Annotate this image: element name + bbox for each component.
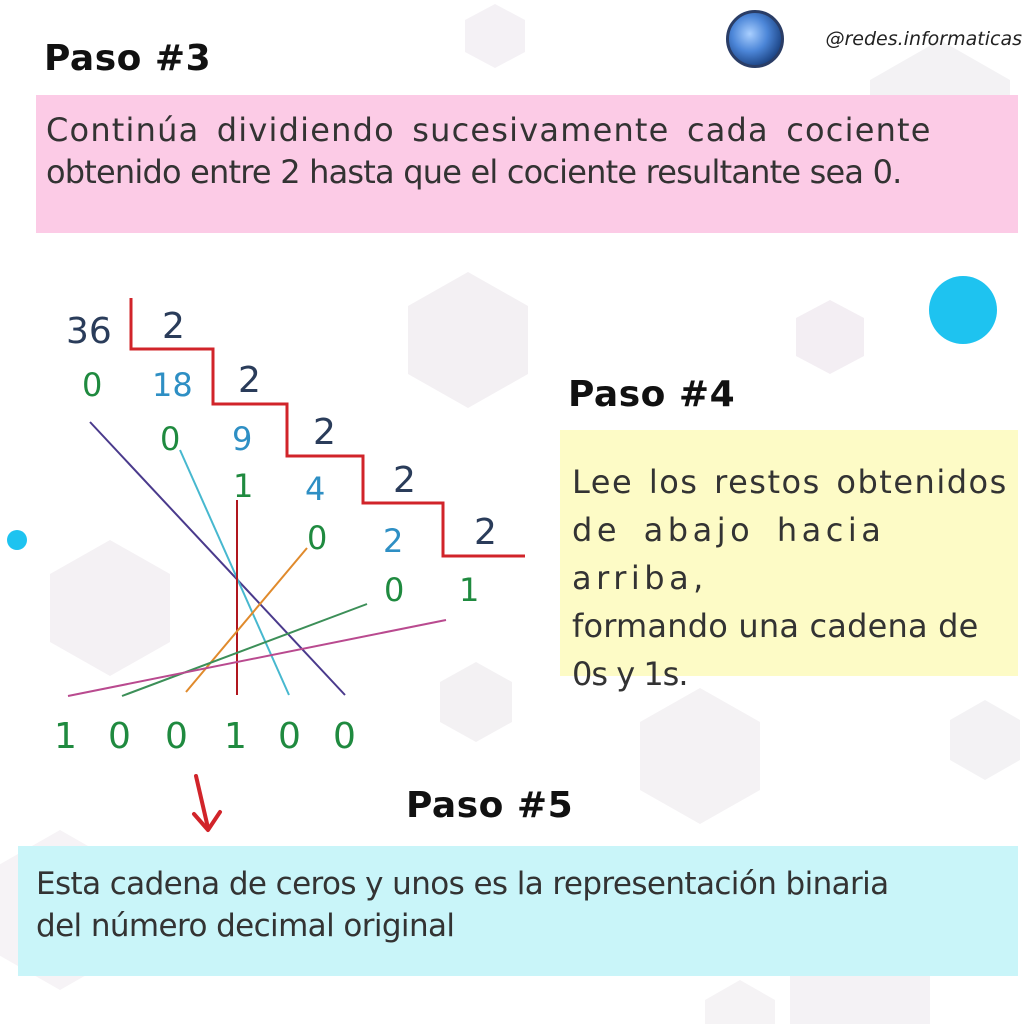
step5-text-line1: Esta cadena de ceros y unos es la representación binaria [36,866,889,902]
final-quotient-label: 1 [459,571,480,609]
binary-division-diagram [0,280,540,760]
dividend-label: 18 [152,366,193,404]
dividend-label: 2 [383,522,404,560]
step4-title: Paso #4 [568,374,736,415]
step3-text-line1: Continúa dividiendo sucesivamente cada cociente [46,111,932,149]
accent-dot-large [929,276,997,344]
connector-line [68,620,446,696]
step4-text-line3: formando una cadena de [572,607,979,645]
remainder-label: 0 [384,571,405,609]
step4-box [560,430,1018,693]
connector-line [186,548,307,692]
binary-digit: 0 [278,716,301,757]
profile-avatar [726,10,784,68]
dividend-label: 9 [232,420,253,458]
binary-digit: 0 [165,716,188,757]
connector-line [122,604,367,696]
divisor-label: 2 [162,306,185,347]
step4-text-line4: 0s y 1s. [572,655,688,693]
step3-title: Paso #3 [44,38,212,79]
remainder-label: 1 [233,467,254,505]
step3-box [36,95,1018,233]
binary-digit: 1 [54,716,77,757]
step5-title: Paso #5 [406,785,574,826]
binary-digit: 0 [333,716,356,757]
binary-digit: 1 [224,716,247,757]
red-down-arrow-icon [188,770,228,840]
step4-text-line2: de abajo hacia arriba, [572,511,886,597]
step5-box [18,846,1018,976]
divisor-label: 2 [313,412,336,453]
dividend-label: 36 [66,311,112,352]
remainder-label: 0 [82,366,103,404]
binary-digit: 0 [108,716,131,757]
remainder-label: 0 [307,519,328,557]
dividend-label: 4 [305,470,326,508]
divisor-label: 2 [474,512,497,553]
step5-text-line2: del número decimal original [36,907,455,944]
account-handle: @redes.informaticas [825,28,1022,50]
step4-text-line1: Lee los restos obtenidos [572,463,1008,501]
divisor-label: 2 [393,460,416,501]
step3-text-line2: obtenido entre 2 hasta que el cociente resultante sea 0. [46,153,902,192]
remainder-label: 0 [160,420,181,458]
divisor-label: 2 [238,360,261,401]
